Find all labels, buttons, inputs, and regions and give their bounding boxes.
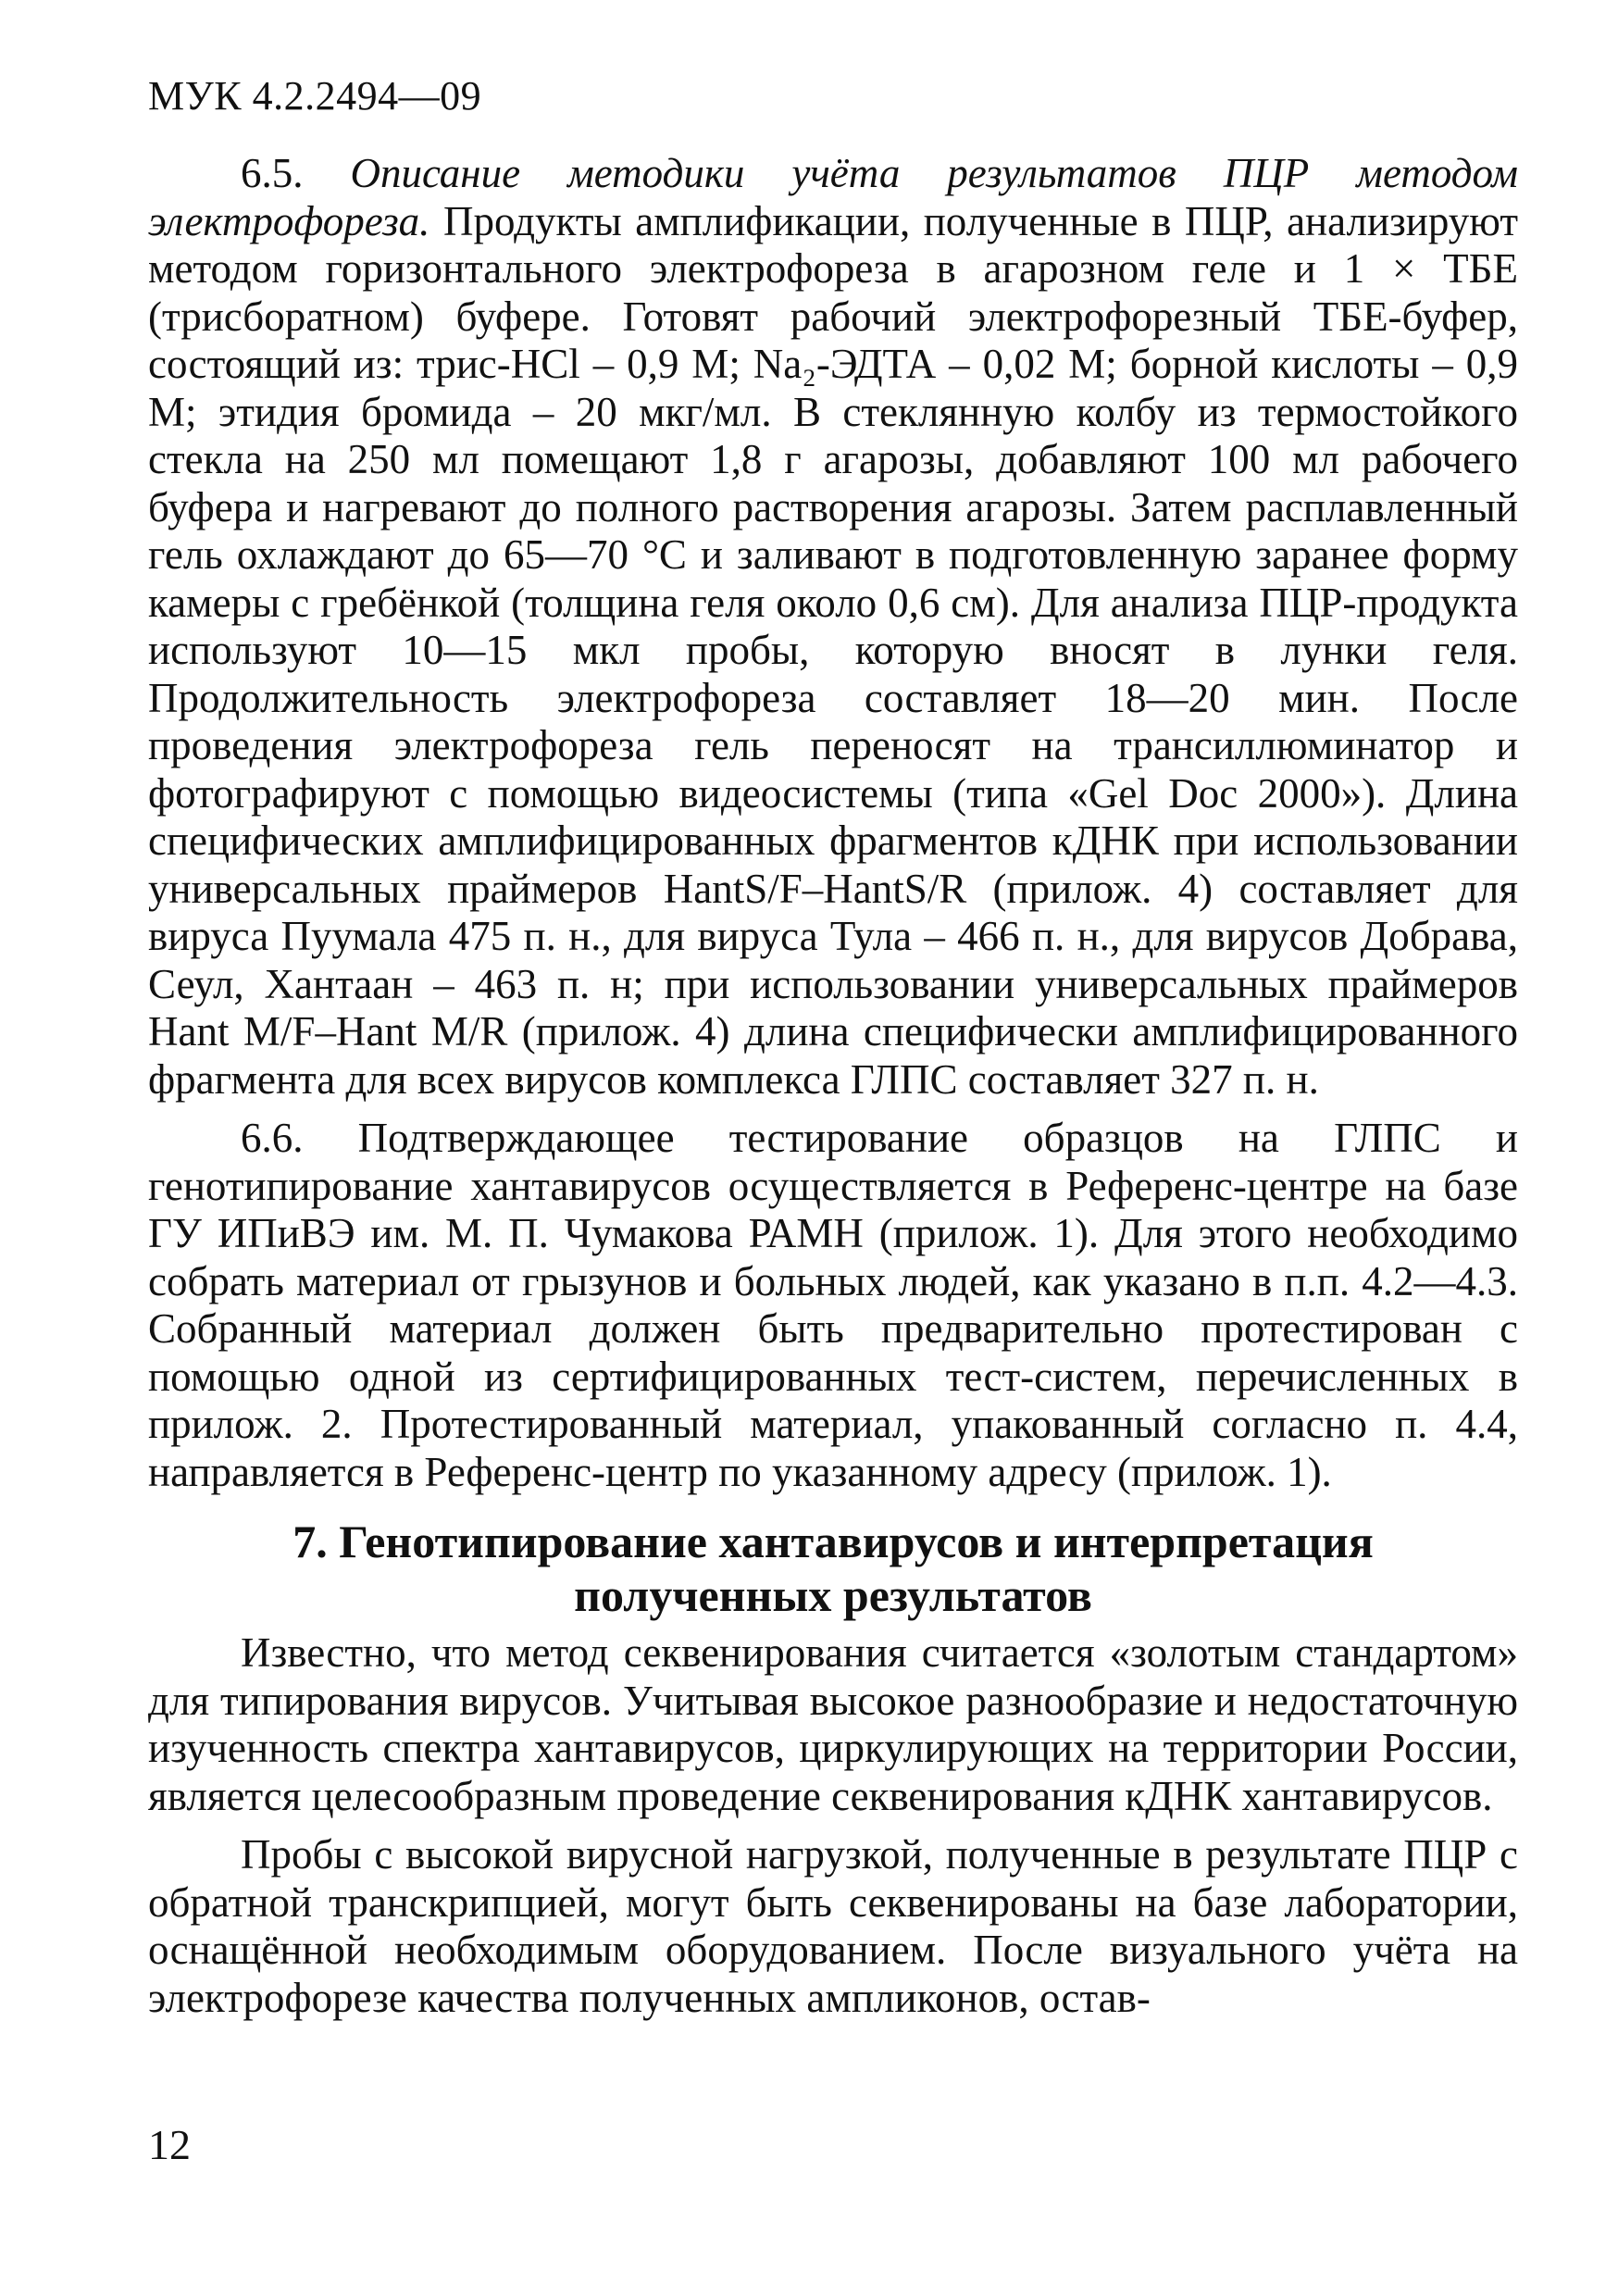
section-7-heading: 7. Генотипирование хантавирусов и интерпретация полученных результатов [292, 1516, 1374, 1621]
document-code-header: МУК 4.2.2494—09 [148, 73, 482, 119]
paragraph-6-6: 6.6. Подтверждающее тестирование образцов на ГЛПС и генотипирование хантавирусов осуществляется в Референс-центре на базе ГУ ИПиВЭ им. М. П. Чумакова РАМН (прилож. 1). Для этого необходимо собрать материал от грызунов и больных людей, как указано в п.п. 4.2—4.3. Собранный материал должен быть предварительно протестирован с помощью одной из сертифицированных тест-систем, перечисленных в прилож. 2. Протестированный материал, упакованный согласно п. 4.4, направляется в Референс-центр по указанному адресу (прилож. 1). [148, 1115, 1518, 1495]
section-6-5-text: Продукты амплификации, полученные в ПЦР, анализируют методом горизонтального электрофореза в агарозном геле и 1 × ТБЕ (трисборатном) буфере. Готовят рабочий электрофорезный ТБЕ-буфер, состоящий из: трис-HCl – 0,9 М; Na₂-ЭДТА – 0,02 М; борной кислоты – 0,9 М; этидия бромида – 20 мкг/мл. В стеклянную колбу из термостойкого стекла на 250 мл помещают 1,8 г агарозы, добавляют 100 мл рабочего буфера и нагревают до полного растворения агарозы. Затем расплавленный гель охлаждают до 65—70 °С и заливают в подготовленную заранее форму камеры с гребёнкой (толщина геля около 0,6 см). Для анализа ПЦР-продукта используют 10—15 мкл пробы, которую вносят в лунки геля. Продолжительность электрофореза составляет 18—20 мин. После проведения электрофореза гель переносят на трансиллюминатор и фотографируют с помощью видеосистемы (типа «Gel Doc 2000»). Длина специфических амплифицированных фрагментов кДНК при использовании универсальных праймеров HantS/F–HantS/R (прилож. 4) составляет для вируса Пуумала 475 п. н., для вируса Тула – 466 п. н., для вирусов Добрава, Сеул, Хантаан – 463 п. н; при использовании универсальных праймеров Hant M/F–Hant M/R (прилож. 4) длина специфически амплифицированного фрагмента для всех вирусов комплекса ГЛПС составляет 327 п. н. [148, 197, 1518, 1103]
page-body [148, 150, 1518, 2022]
section-6-5-number: 6.5. [241, 150, 304, 196]
page-number: 12 [148, 2121, 191, 2168]
paragraph-6-5 [148, 150, 1518, 1104]
paragraph-7-2: Пробы с высокой вирусной нагрузкой, полученные в результате ПЦР с обратной транскрипцией, могут быть секвенированы на базе лаборатории, оснащённой необходимым оборудованием. После визуального учёта на электрофорезе качества полученных ампликонов, остав- [148, 1831, 1518, 2021]
section-6-5-title: Описание методики учёта результатов ПЦР методом электрофореза. [148, 150, 1518, 244]
paragraph-7-1: Известно, что метод секвенирования считается «золотым стандартом» для типирования вирусов. Учитывая высокое разнообразие и недостаточную изученность спектра хантавирусов, циркулирующих на территории России, является целесообразным проведение секвенирования кДНК хантавирусов. [148, 1629, 1518, 1819]
